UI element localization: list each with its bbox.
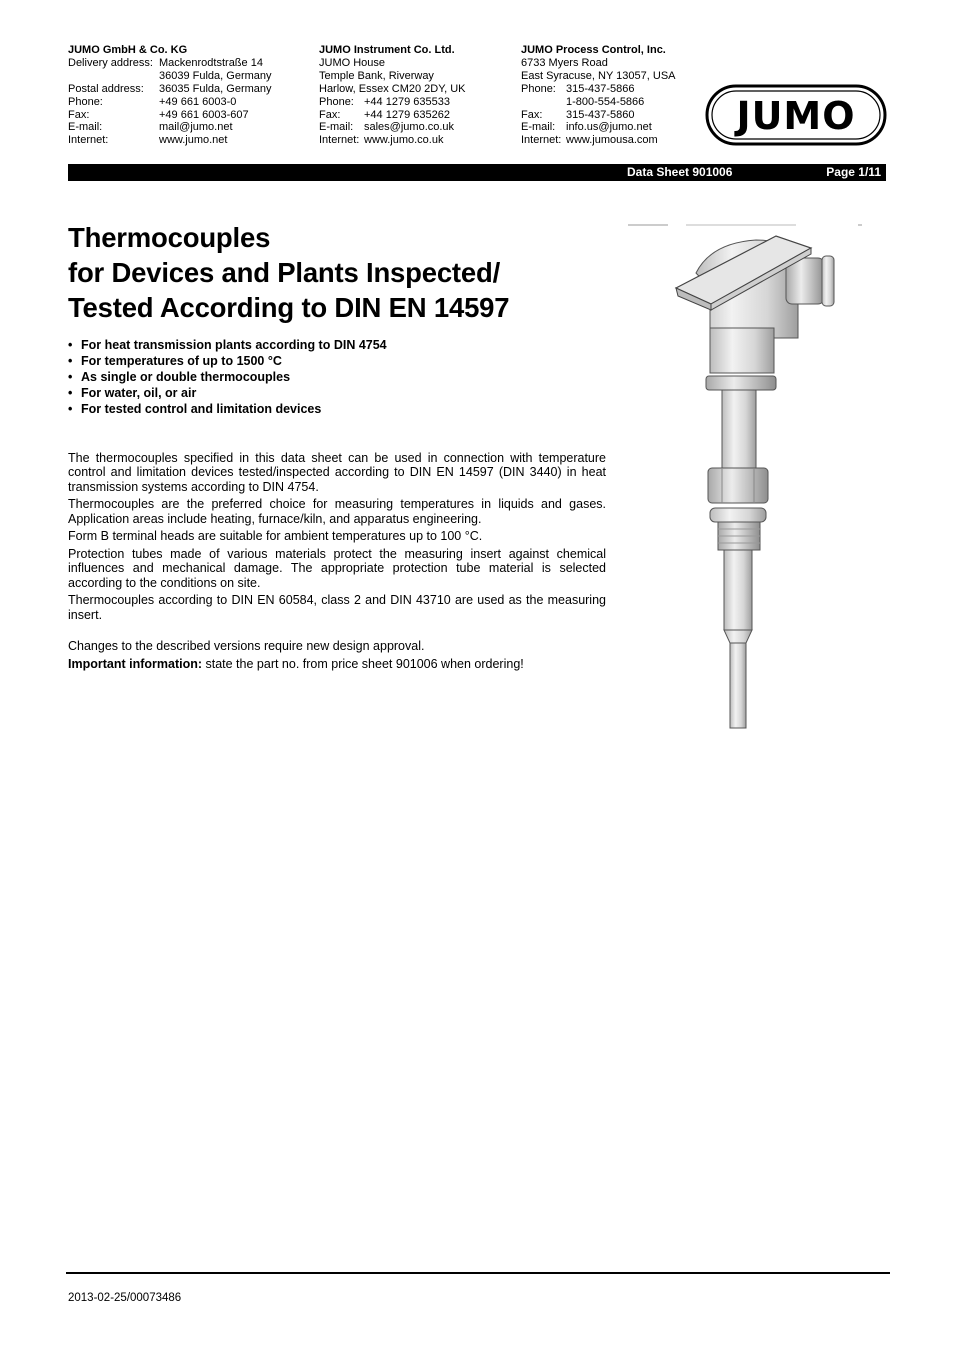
contact-label: Fax: xyxy=(319,108,341,121)
contact-value: 315-437-5860 xyxy=(566,108,635,121)
contact-label: Internet: xyxy=(319,134,360,147)
jumo-logo xyxy=(705,84,887,146)
contact-value: +44 1279 635533 xyxy=(364,95,450,108)
contact-label: E-mail: xyxy=(521,121,556,134)
contact-value: +44 1279 635262 xyxy=(364,108,450,121)
address-line: Harlow, Essex CM20 2DY, UK xyxy=(319,82,466,95)
address-line: Temple Bank, Riverway xyxy=(319,69,434,82)
title-line: Thermocouples xyxy=(68,222,271,253)
contact-label: Delivery address: xyxy=(68,56,153,69)
contact-label: Fax: xyxy=(68,108,90,121)
contact-value: +49 661 6003-607 xyxy=(159,108,249,121)
company-name: JUMO GmbH & Co. KG xyxy=(68,44,188,56)
feature-item: • For heat transmission plants according to DIN 4754 xyxy=(68,337,387,353)
page-number: Page 1/11 xyxy=(826,165,881,179)
important-label: Important information: xyxy=(68,656,203,671)
company-name: JUMO Instrument Co. Ltd. xyxy=(319,44,455,56)
contact-label: Phone: xyxy=(521,82,556,95)
paragraph: Thermocouples according to DIN EN 60584, class 2 and DIN 43710 are used as the measuring insert. xyxy=(68,593,606,622)
contact-email-link[interactable]: sales@jumo.co.uk xyxy=(364,121,455,134)
paragraph: The thermocouples specified in this data sheet can be used in connection with temperature control and limitation devices tested/inspected according to DIN EN 14597 (DIN 3440) in heat transmission systems according to DIN 4754. xyxy=(68,451,606,494)
contact-label: Phone: xyxy=(319,95,354,108)
address-block-uk xyxy=(319,44,466,147)
feature-item: • As single or double thermocouples xyxy=(68,369,387,385)
contact-website-link[interactable]: www.jumo.co.uk xyxy=(364,134,444,147)
contact-table xyxy=(68,57,272,147)
feature-list xyxy=(68,337,387,417)
feature-item: • For tested control and limitation devices xyxy=(68,401,387,417)
contact-value: +49 661 6003-0 xyxy=(159,95,237,108)
contact-value: 36039 Fulda, Germany xyxy=(159,69,272,82)
contact-label: Internet: xyxy=(521,134,562,147)
contact-label: Internet: xyxy=(68,134,109,147)
title-line: for Devices and Plants Inspected/ xyxy=(68,257,501,288)
contact-label: Phone: xyxy=(68,95,103,108)
contact-website-link[interactable]: www.jumousa.com xyxy=(566,134,658,147)
contact-label: E-mail: xyxy=(68,121,103,134)
thermocouple-illustration xyxy=(626,218,871,733)
paragraph: Thermocouples are the preferred choice for measuring temperatures in liquids and gases. Application areas include heating, furnace/kiln, and apparatus engineering. xyxy=(68,497,606,526)
footer-divider xyxy=(66,1272,890,1274)
contact-label xyxy=(68,70,159,83)
feature-item: • For temperatures of up to 1500 °C xyxy=(68,353,387,369)
contact-value: 36035 Fulda, Germany xyxy=(159,82,272,95)
contact-email-link[interactable]: info.us@jumo.net xyxy=(566,121,652,134)
paragraph: Protection tubes made of various materials protect the measuring insert against chemical influences and mechanical damage. The appropriate protection tube material is selected according to the conditions on site. xyxy=(68,547,606,590)
important-text: state the part no. from price sheet 901006 when ordering! xyxy=(202,656,524,671)
contact-email-link[interactable]: mail@jumo.net xyxy=(159,121,233,134)
contact-website-link[interactable]: www.jumo.net xyxy=(159,134,228,147)
contact-label: E-mail: xyxy=(319,121,354,134)
feature-item: • For water, oil, or air xyxy=(68,385,387,401)
contact-label xyxy=(521,96,566,109)
contact-label: Postal address: xyxy=(68,82,144,95)
logo-text: JUMO xyxy=(736,94,856,138)
address-line: East Syracuse, NY 13057, USA xyxy=(521,69,676,82)
address-block-gmbh xyxy=(68,44,272,147)
contact-table xyxy=(521,83,658,148)
address-block-us xyxy=(521,44,676,147)
address-line: JUMO House xyxy=(319,56,386,69)
data-sheet-number: Data Sheet 901006 xyxy=(627,165,733,179)
contact-value: Mackenrodtstraße 14 xyxy=(159,56,263,69)
contact-value: 1-800-554-5866 xyxy=(566,95,645,108)
header-bar xyxy=(68,164,886,181)
paragraph: Form B terminal heads are suitable for ambient temperatures up to 100 °C. xyxy=(68,529,483,544)
contact-label: Fax: xyxy=(521,108,543,121)
important-note xyxy=(68,657,606,671)
document-title xyxy=(68,220,509,325)
description xyxy=(68,451,606,674)
company-name: JUMO Process Control, Inc. xyxy=(521,44,666,56)
document-code: 2013-02-25/00073486 xyxy=(68,1292,182,1304)
contact-value: 315-437-5866 xyxy=(566,82,635,95)
title-line: Tested According to DIN EN 14597 xyxy=(68,292,510,323)
address-line: 6733 Myers Road xyxy=(521,56,608,69)
contact-table xyxy=(319,96,454,148)
changes-note: Changes to the described versions require new design approval. xyxy=(68,639,425,654)
